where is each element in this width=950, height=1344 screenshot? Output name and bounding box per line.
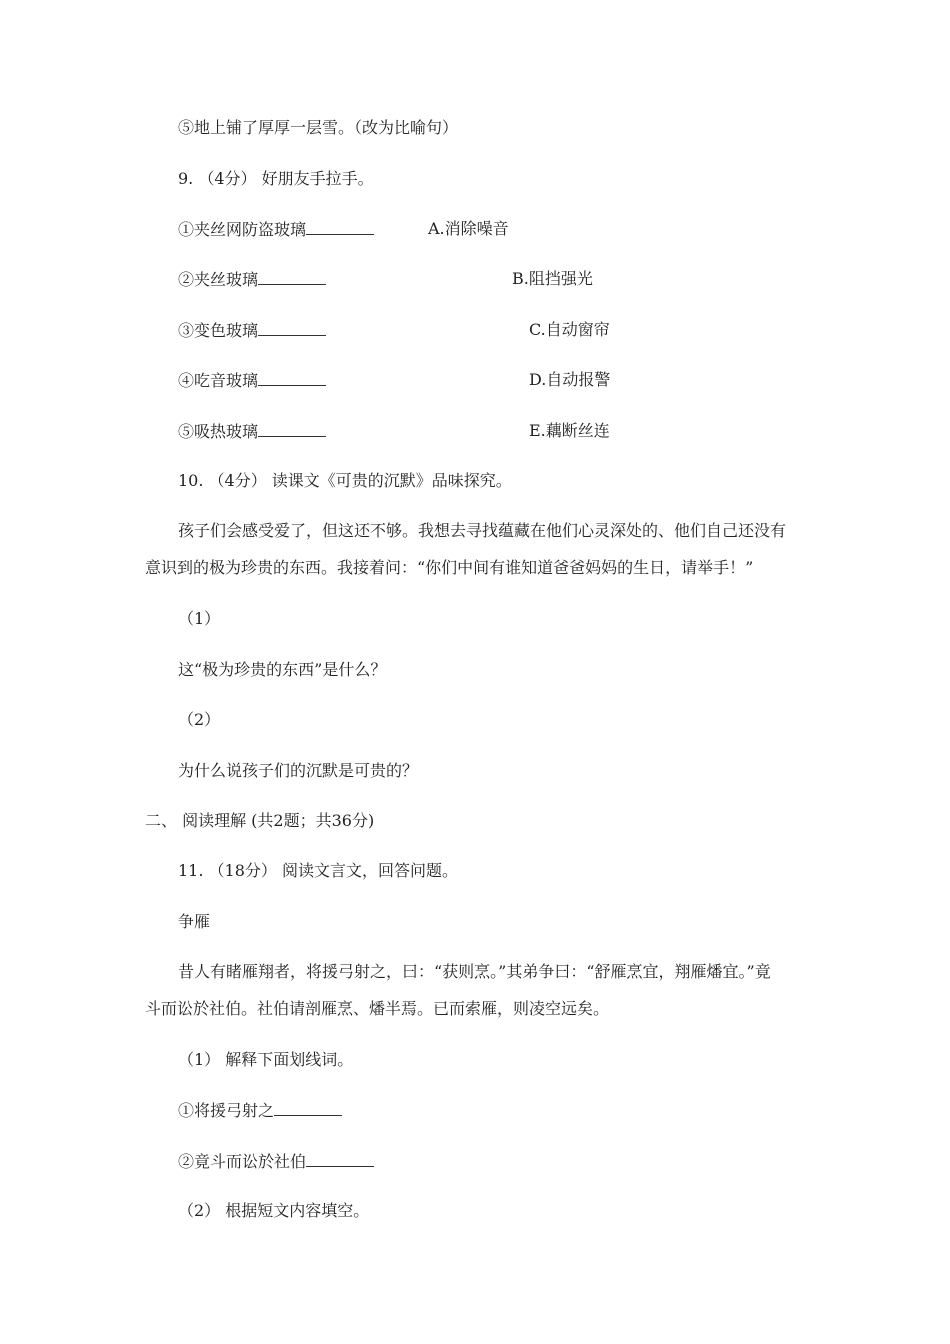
answer-blank[interactable] [306,218,374,235]
q10-sub2-question: 为什么说孩子们的沉默是可贵的？ [178,761,419,780]
answer-blank[interactable] [258,319,326,336]
q9-right-item-a: A.消除噪音 [428,219,509,238]
q11-header: 11. （18分） 阅读文言文，回答问题。 [178,861,458,880]
q10-sub1-number: （1） [178,609,221,628]
q9-left-item-5: ⑤吸热玻璃 [178,420,326,443]
q9-left-item-3: ③变色玻璃 [178,319,326,342]
q9-right-item-c: C.自动窗帘 [529,320,610,339]
q11-sub2: （2） 根据短文内容填空。 [178,1201,370,1220]
answer-blank[interactable] [258,369,326,386]
q11-passage-title: 争雁 [178,912,211,931]
q11-sub1: （1） 解释下面划线词。 [178,1050,354,1069]
q11-sub1-item-1: ①将援弓射之 [178,1099,342,1122]
q9-right-item-e: E.藕断丝连 [529,421,610,440]
answer-blank[interactable] [274,1099,342,1116]
q9-right-item-d: D.自动报警 [529,370,611,389]
answer-blank[interactable] [258,420,326,437]
q9-right-item-b: B.阻挡强光 [512,269,593,288]
q9-header: 9. （4分） 好朋友手拉手。 [178,169,374,188]
q9-left-item-1: ①夹丝网防盗玻璃 [178,218,374,241]
q10-sub2-number: （2） [178,710,221,729]
q11-sub1-item-2: ②竟斗而讼於社伯 [178,1150,374,1173]
q11-passage-line-1: 昔人有睹雁翔者，将援弓射之，曰：“获则烹。”其弟争曰：“舒雁烹宜，翔雁燔宜。”竟 [178,962,771,981]
q10-header: 10. （4分） 读课文《可贵的沉默》品味探究。 [178,471,512,490]
q10-sub1-question: 这“极为珍贵的东西”是什么？ [178,660,387,679]
q10-passage-line-1: 孩子们会感受爱了，但这还不够。我想去寻找蕴藏在他们心灵深处的、他们自己还没有 [178,521,787,540]
answer-blank[interactable] [258,268,326,285]
q9-left-item-4: ④吃音玻璃 [178,369,326,392]
answer-blank[interactable] [306,1150,374,1167]
q9-left-item-2: ②夹丝玻璃 [178,268,326,291]
q10-passage-line-2: 意识到的极为珍贵的东西。我接着问：“你们中间有谁知道爸爸妈妈的生日，请举手！” [145,558,754,577]
section-title: 二、 阅读理解 (共2题；共36分) [145,811,375,830]
q8-item-5: ⑤地上铺了厚厚一层雪。（改为比喻句） [178,118,459,137]
q11-passage-line-2: 斗而讼於社伯。社伯请剖雁烹、燔半焉。已而索雁，则凌空远矣。 [145,999,610,1018]
